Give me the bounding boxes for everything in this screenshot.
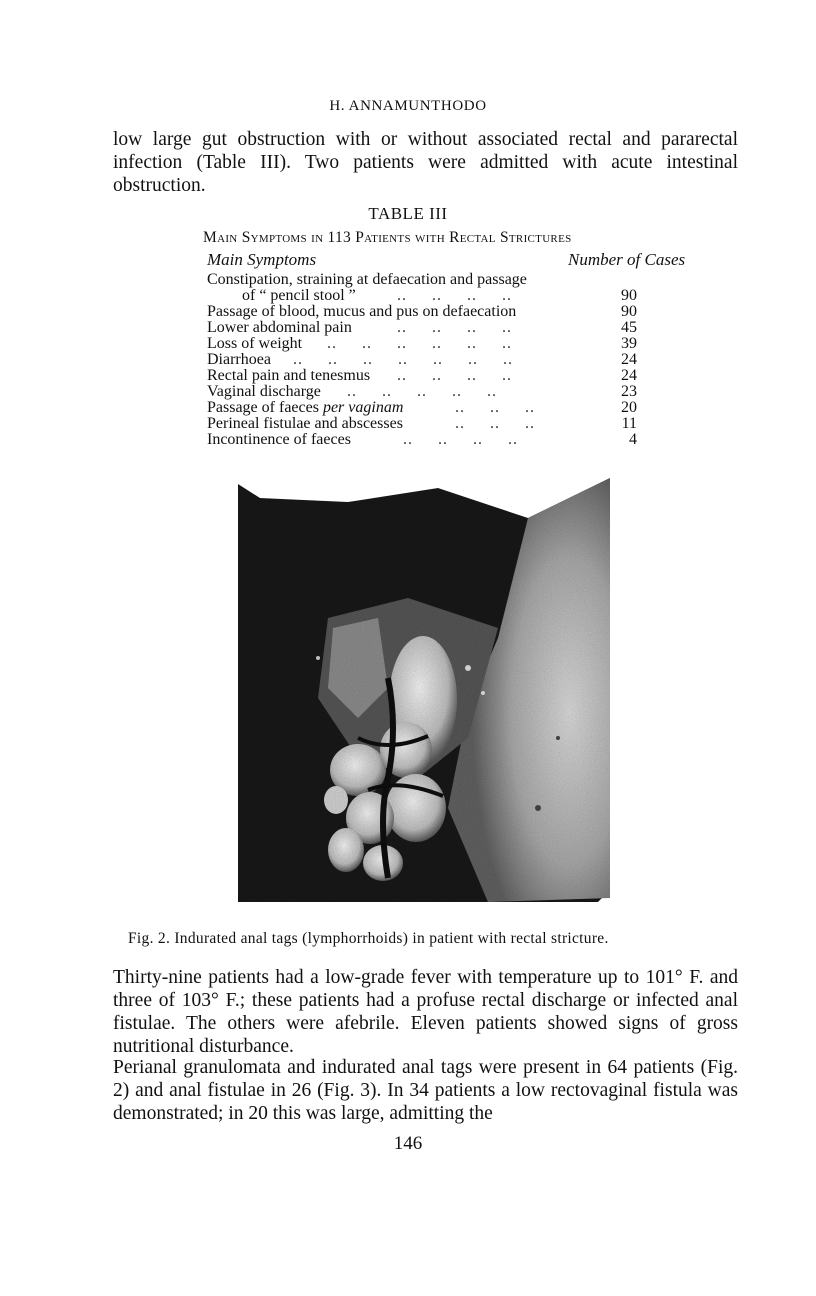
case-count: 11 [621, 415, 637, 432]
paragraph-granulomata: Perianal granulomata and indurated anal tags were present in 64 patients (Fig. 2) and anal fistulae in 26 (Fig. 3). In 34 patients a low rectovaginal fistula was demonstrated; in 20 this was large, admitting the [113, 1057, 738, 1124]
table-title: TABLE III [368, 204, 448, 223]
leader-dots: .. .. .. [455, 399, 535, 416]
case-count: 20 [621, 399, 637, 416]
symptom-label: Constipation, straining at defaecation and passage [207, 271, 527, 288]
table-row [207, 272, 637, 304]
table-row [207, 384, 637, 400]
symptom-label: Incontinence of faeces [207, 431, 351, 448]
symptom-label-italic: per vaginam [322, 399, 404, 416]
case-count: 23 [621, 383, 637, 400]
symptom-label [207, 400, 403, 416]
leader-dots: .. .. .. .. .. [347, 383, 497, 400]
table-row [207, 304, 637, 320]
symptom-label: Lower abdominal pain [207, 319, 352, 336]
case-count: 90 [621, 287, 637, 304]
leader-dots: .. .. .. .. .. .. .. [293, 351, 513, 368]
leader-dots: .. .. .. .. [397, 367, 512, 384]
table-caption [203, 229, 653, 247]
leader-dots: .. .. .. [455, 415, 535, 432]
symptom-label: Vaginal discharge [207, 383, 321, 400]
figure-caption: Fig. 2. Indurated anal tags (lymphorrhoids) in patient with rectal stricture. [128, 930, 609, 947]
page-number: 146 [393, 1133, 423, 1154]
symptoms-table [207, 272, 637, 448]
table-row [207, 352, 637, 368]
column-header-symptoms: Main Symptoms [207, 250, 317, 269]
leader-dots: .. .. .. .. .. .. [327, 335, 512, 352]
symptom-label: Passage of blood, mucus and pus on defaecation [207, 303, 517, 320]
table-row [207, 416, 637, 432]
table-row [207, 368, 637, 384]
case-count: 24 [621, 351, 637, 368]
paragraph-fever: Thirty-nine patients had a low-grade fever with temperature up to 101° F. and three of 103° F.; these patients had a profuse rectal discharge or infected anal fistulae. The others were afebrile. Eleven patients showed signs of gross nutritional disturbance. [113, 967, 738, 1057]
case-count: 39 [621, 335, 637, 352]
symptom-label-continued: of “ pencil stool ” [242, 287, 356, 304]
symptom-label: Diarrhoea [207, 351, 271, 368]
table-caption-text: Main Symptoms in 113 Patients with Rectal Strictures [203, 229, 572, 246]
case-count: 4 [629, 431, 637, 448]
case-count: 24 [621, 367, 637, 384]
symptom-label: Loss of weight [207, 335, 303, 352]
symptom-label-roman: Passage of faeces [207, 399, 323, 416]
leader-dots: .. .. .. .. [403, 431, 518, 448]
symptom-label: Rectal pain and tenesmus [207, 367, 371, 384]
case-count: 45 [621, 319, 637, 336]
running-head: H. ANNAMUNTHODO [329, 98, 487, 114]
column-header-cases: Number of Cases [568, 250, 686, 269]
case-count: 90 [621, 303, 637, 320]
leader-dots: .. .. .. .. [397, 287, 512, 304]
symptom-label: Perineal fistulae and abscesses [207, 415, 403, 432]
table-row [207, 400, 637, 416]
table-row [207, 432, 637, 448]
table-row [207, 336, 637, 352]
photograph-image [238, 478, 610, 902]
leader-dots: .. .. .. .. [397, 319, 512, 336]
clinical-photograph [238, 478, 610, 902]
intro-paragraph: low large gut obstruction with or without associated rectal and pararectal infection (Table III). Two patients were admitted with acute intestinal obstruction. [113, 129, 738, 196]
table-row [207, 320, 637, 336]
